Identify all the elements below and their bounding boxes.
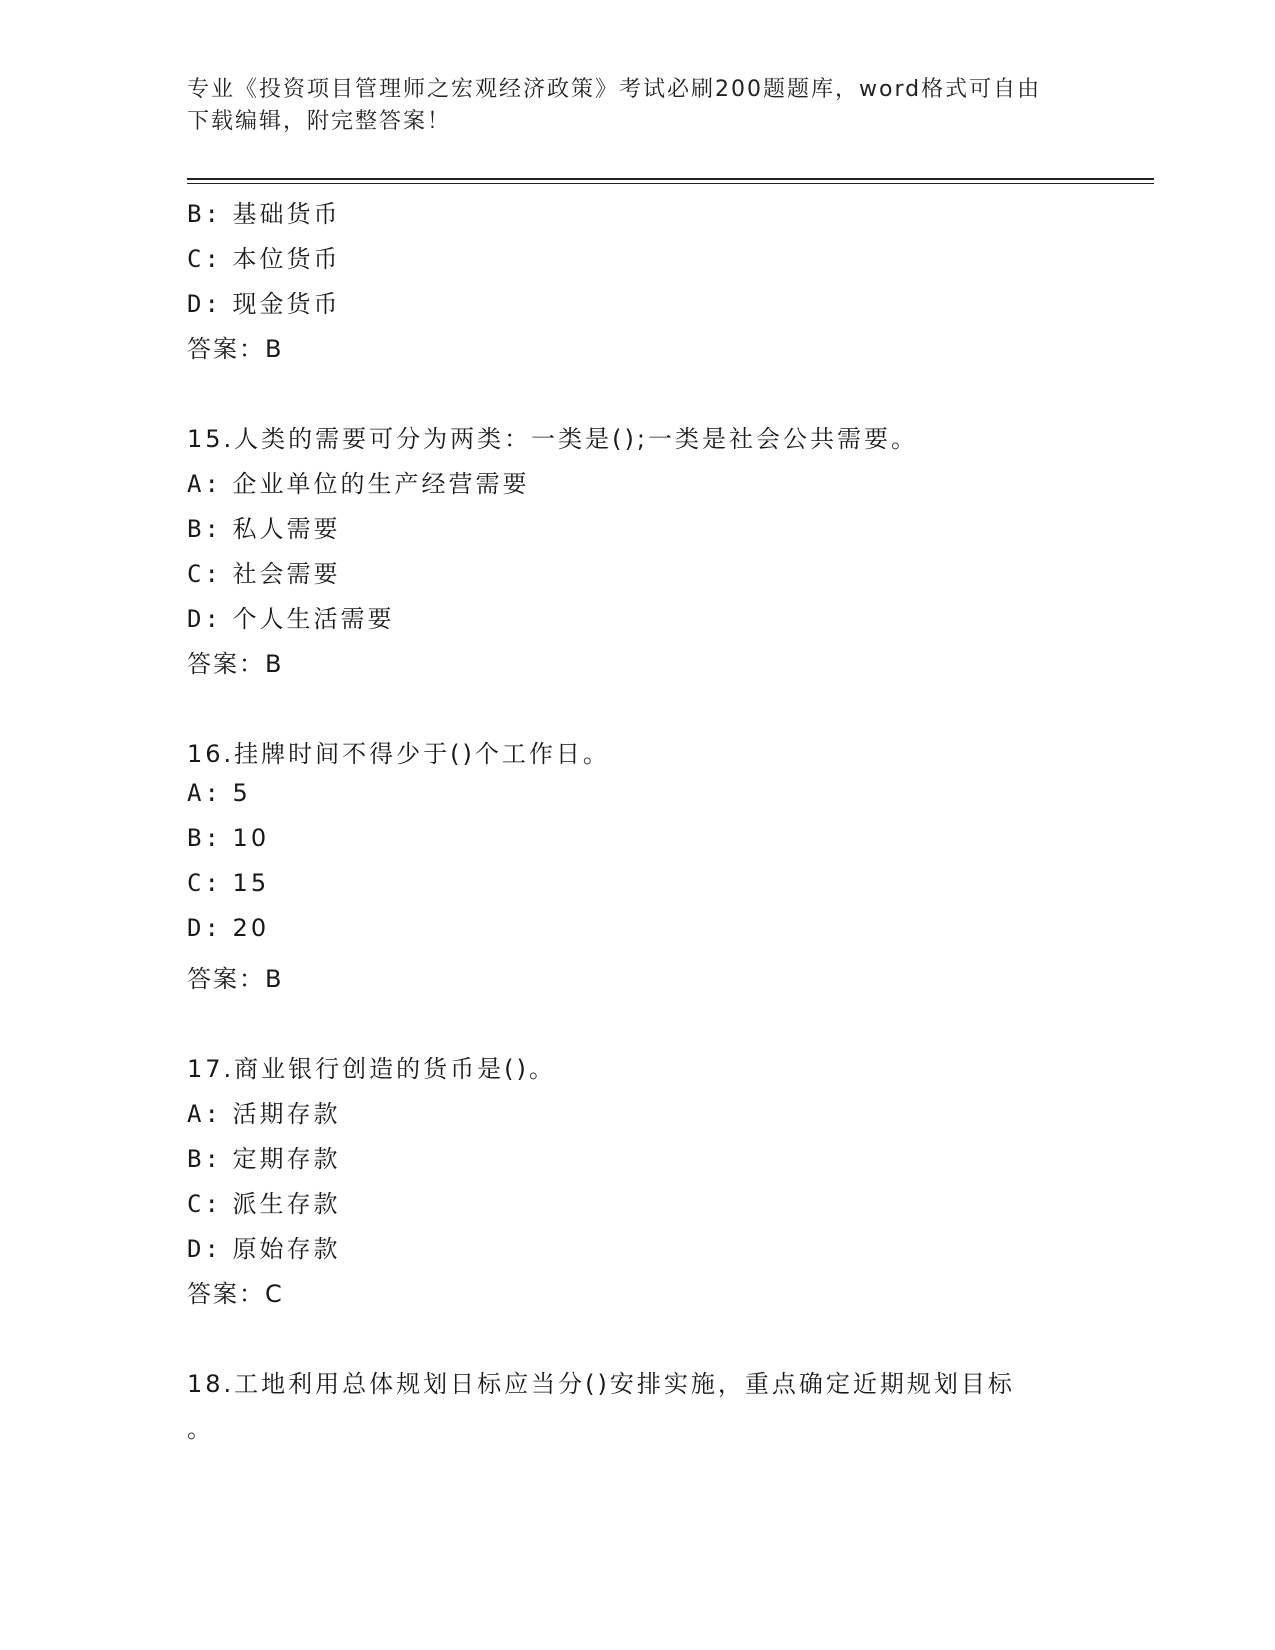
- q17-answer: 答案：C: [187, 1280, 284, 1308]
- q15-question: 15.人类的需要可分为两类：一类是();一类是社会公共需要。: [187, 425, 918, 453]
- q15-option-d: D: 个人生活需要: [187, 605, 395, 633]
- q15-option-a: A: 企业单位的生产经营需要: [187, 470, 530, 498]
- q16-option-c: C: 15: [187, 869, 270, 897]
- header-line-2: 下载编辑，附完整答案！: [187, 109, 452, 134]
- q17-question: 17.商业银行创造的货币是()。: [187, 1055, 556, 1083]
- header-line-1: 专业《投资项目管理师之宏观经济政策》考试必刷200题题库，word格式可自由: [187, 77, 1042, 102]
- q17-option-c: C: 派生存款: [187, 1190, 341, 1218]
- q15-option-b: B: 私人需要: [187, 515, 341, 543]
- q16-option-d: D: 20: [187, 914, 270, 942]
- q14-option-c: C: 本位货币: [187, 245, 341, 273]
- document-header: [187, 74, 1067, 138]
- q17-option-d: D: 原始存款: [187, 1235, 341, 1263]
- q18-question-line-2: 。: [187, 1415, 214, 1443]
- q16-option-b: B: 10: [187, 824, 270, 852]
- q15-answer: 答案：B: [187, 650, 284, 678]
- q16-option-a: A: 5: [187, 779, 251, 807]
- q16-question: 16.挂牌时间不得少于()个工作日。: [187, 740, 610, 768]
- q15-option-c: C: 社会需要: [187, 560, 341, 588]
- header-divider: [187, 178, 1154, 184]
- q14-option-b: B: 基础货币: [187, 200, 341, 228]
- q17-option-b: B: 定期存款: [187, 1145, 341, 1173]
- q16-answer: 答案：B: [187, 965, 284, 993]
- q18-question-line-1: 18.工地利用总体规划日标应当分()安排实施，重点确定近期规划目标: [187, 1370, 1015, 1398]
- q14-answer: 答案：B: [187, 335, 284, 363]
- q17-option-a: A: 活期存款: [187, 1100, 341, 1128]
- q14-option-d: D: 现金货币: [187, 290, 341, 318]
